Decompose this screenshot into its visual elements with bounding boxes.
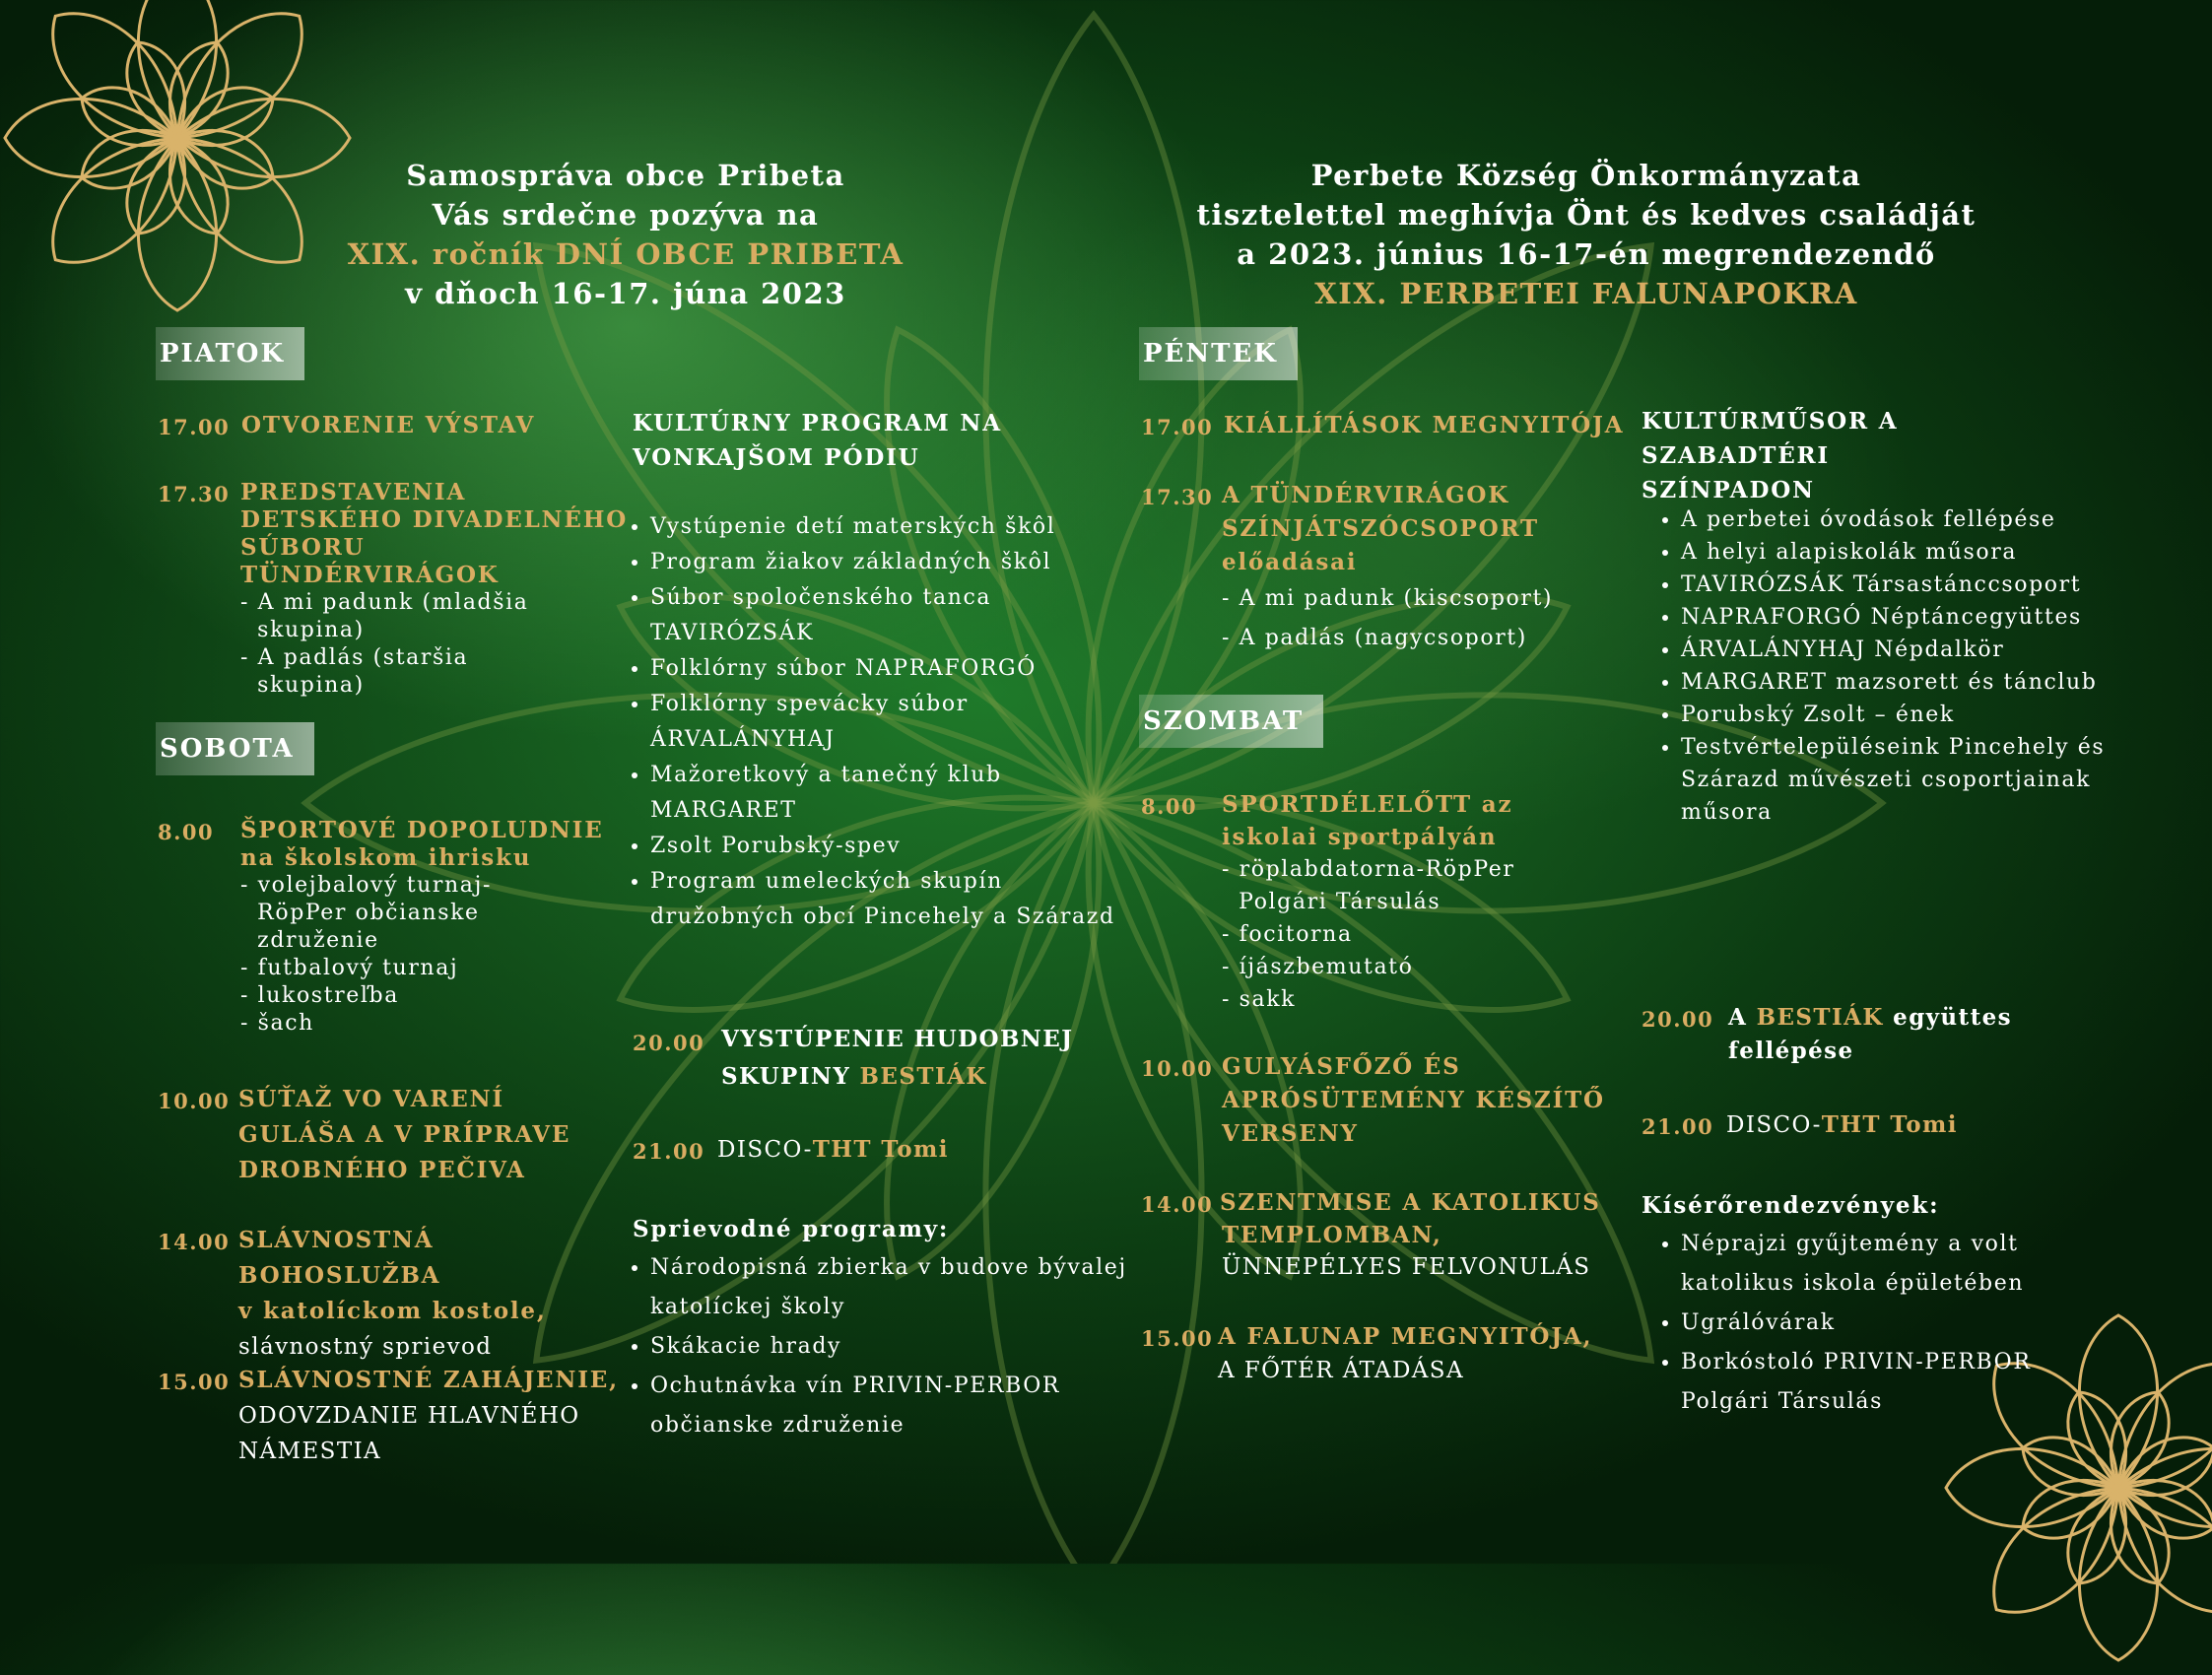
sk-header-invitation: Vás srdečne pozýva na <box>432 198 820 232</box>
event-title-line: VYSTÚPENIE HUDOBNEJ <box>721 1026 1074 1052</box>
sk-day-friday-label: PIATOK <box>156 327 304 380</box>
sk-event-1000 <box>158 1082 631 1188</box>
list-item: • Skákacie hrady <box>650 1327 1133 1367</box>
list-item: • TAVIRÓZSÁK Társastánccsoport <box>1681 569 2149 601</box>
hu-day-friday-label: PÉNTEK <box>1139 327 1298 380</box>
event-title: KIÁLLÍTÁSOK MEGNYITÓJA <box>1224 412 1625 438</box>
event-sub-item: RöpPer občianske <box>240 901 480 925</box>
event-title-line: PREDSTAVENIA <box>240 479 467 505</box>
list-item: • Ugrálóvárak <box>1681 1304 2105 1343</box>
event-time: 10.00 <box>1141 1056 1214 1081</box>
event-title-line: SPORTDÉLELŐTT az <box>1222 791 1513 818</box>
title-line: KULTÚRNY PROGRAM NA <box>633 410 1002 436</box>
list-item: • ÁRVALÁNYHAJ Népdalkör <box>1681 634 2149 666</box>
event-sub-item: skupina) <box>240 673 365 698</box>
event-sub-item: - futbalový turnaj <box>240 956 459 980</box>
list-item: • Borkóstoló PRIVIN-PERBOR Polgári Társulás <box>1681 1343 2105 1422</box>
hu-header <box>1143 156 2030 313</box>
event-time: 14.00 <box>1141 1192 1214 1217</box>
event-time: 15.00 <box>158 1370 231 1394</box>
event-time: 15.00 <box>1141 1326 1214 1351</box>
event-title-line: GULÁŠA A V PRÍPRAVE <box>238 1121 571 1148</box>
hu-event-2000 <box>1642 1001 2095 1068</box>
list-item: • Mažoretkový a tanečný klub MARGARET <box>650 758 1143 829</box>
event-title-line: DETSKÉHO DIVADELNÉHO <box>240 506 629 533</box>
event-detail: ÜNNEPÉLYES FELVONULÁS <box>1222 1254 1591 1280</box>
event-sub-item: - A mi padunk (kiscsoport) <box>1222 586 1554 611</box>
event-title-line: A TÜNDÉRVIRÁGOK <box>1222 482 1510 508</box>
event-time: 17.30 <box>158 482 231 506</box>
list-item: • Porubský Zsolt – ének <box>1681 699 2149 731</box>
list-item: • Testvértelepüléseink Pincehely és Szárazd művészeti csoportjainak műsora <box>1681 731 2149 829</box>
event-title-line: DROBNÉHO PEČIVA <box>238 1157 526 1183</box>
hu-side-programs-list <box>1642 1225 2105 1422</box>
sk-header-event-name: XIX. ročník DNÍ OBCE PRIBETA <box>347 237 905 271</box>
sk-header-organizer: Samospráva obce Pribeta <box>406 159 845 192</box>
sk-header-dates: v dňoch 16-17. júna 2023 <box>405 277 846 310</box>
event-title-part: SKUPINY <box>721 1063 860 1090</box>
sk-event-2100 <box>633 1136 1106 1164</box>
event-time: 20.00 <box>1642 1007 1714 1032</box>
sk-header <box>227 156 1025 313</box>
sk-side-programs-title: Sprievodné programy: <box>633 1216 950 1242</box>
event-time: 17.00 <box>1141 415 1214 439</box>
event-sub-item: - šach <box>240 1011 314 1036</box>
event-title-line: SZÍNJÁTSZÓCSOPORT <box>1222 515 1539 542</box>
list-item: • Zsolt Porubský-spev <box>650 829 1143 864</box>
event-title-part: A <box>1728 1004 1757 1031</box>
title-line: KULTÚRMŰSOR A SZABADTÉRI <box>1642 408 1899 469</box>
event-time: 10.00 <box>158 1089 231 1113</box>
hu-header-dates: a 2023. június 16-17-én megrendezendő <box>1237 237 1936 271</box>
event-sub-item: Polgári Társulás <box>1222 890 1441 914</box>
event-title: OTVORENIE VÝSTAV <box>241 412 536 438</box>
event-title-line: előadásai <box>1222 549 1358 575</box>
event-time: 8.00 <box>1141 794 1198 819</box>
list-item: • Súbor spoločenského tanca TAVIRÓZSÁK <box>650 580 1143 651</box>
list-item: • Program žiakov základných škôl <box>650 545 1143 580</box>
event-sub-item: - A padlás (staršia <box>240 645 469 670</box>
list-item: • Folklórny súbor NAPRAFORGÓ <box>650 651 1143 687</box>
hu-event-0800 <box>1141 788 1634 1016</box>
event-sub-item: - A mi padunk (mladšia <box>240 590 529 615</box>
sk-event-2000 <box>633 1021 1106 1096</box>
sk-event-1700 <box>158 412 611 439</box>
hu-event-1400 <box>1141 1186 1653 1284</box>
dj-name: THT Tomi <box>812 1136 949 1163</box>
event-title-line: VERSENY <box>1222 1120 1359 1147</box>
list-item: • Národopisná zbierka v budove bývalej katolíckej školy <box>650 1248 1133 1327</box>
event-title-line: TEMPLOMBAN, <box>1222 1222 1442 1248</box>
event-sub-item: - lukostreľba <box>240 983 399 1008</box>
event-title-line: fellépése <box>1728 1038 1854 1064</box>
event-title-line: iskolai sportpályán <box>1222 824 1498 850</box>
band-name: BESTIÁK <box>859 1063 987 1090</box>
hu-event-1730 <box>1141 479 1634 658</box>
event-time: 14.00 <box>158 1230 231 1254</box>
list-item: • Ochutnávka vín PRIVIN-PERBOR občianske združenie <box>650 1367 1133 1445</box>
dj-name: THT Tomi <box>1821 1111 1958 1138</box>
event-title-line: SZENTMISE A KATOLIKUS <box>1220 1189 1601 1216</box>
title-line: SZÍNPADON <box>1642 477 1815 503</box>
hu-event-1700 <box>1141 412 1653 439</box>
list-item: • A perbetei óvodások fellépése <box>1681 503 2149 536</box>
list-item: • Folklórny spevácky súbor ÁRVALÁNYHAJ <box>650 687 1143 758</box>
event-title-part: DISCO- <box>717 1137 813 1163</box>
sk-event-1730 <box>158 479 631 700</box>
event-time: 17.30 <box>1141 485 1214 509</box>
hu-day-saturday-label: SZOMBAT <box>1139 695 1323 748</box>
event-time: 21.00 <box>633 1139 705 1164</box>
sk-side-programs-list <box>609 1248 1133 1445</box>
event-detail: NÁMESTIA <box>238 1439 382 1464</box>
event-title-line: v katolíckom kostole, <box>238 1298 547 1324</box>
event-time: 20.00 <box>633 1031 705 1055</box>
event-sub-item: - íjászbemutató <box>1222 955 1414 979</box>
sk-day-saturday-label: SOBOTA <box>156 722 314 775</box>
hu-header-invitation: tisztelettel meghívja Önt és kedves családját <box>1196 198 1977 232</box>
list-item: • NAPRAFORGÓ Néptáncegyüttes <box>1681 601 2149 634</box>
hu-side-programs-title: Kísérőrendezvények: <box>1642 1192 1940 1219</box>
event-title-line: GULYÁSFŐZŐ ÉS <box>1222 1053 1461 1080</box>
event-title-line: SÚBORU TÜNDÉRVIRÁGOK <box>240 534 500 588</box>
event-title-line: SLÁVNOSTNÁ BOHOSLUŽBA <box>238 1227 441 1289</box>
event-sub-item: - röplabdatorna-RöpPer <box>1222 857 1515 882</box>
list-item: • MARGARET mazsorett és tánclub <box>1681 666 2149 699</box>
band-name: BESTIÁK <box>1756 1004 1884 1031</box>
event-sub-item: - volejbalový turnaj- <box>240 873 492 898</box>
list-item: • Néprajzi gyűjtemény a volt katolikus iskola épületében <box>1681 1225 2105 1304</box>
event-title-line: APRÓSÜTEMÉNY KÉSZÍTŐ <box>1222 1087 1605 1113</box>
event-sub-item: - sakk <box>1222 987 1297 1012</box>
event-sub-item: - focitorna <box>1222 922 1353 947</box>
event-title-line: SLÁVNOSTNÉ ZAHÁJENIE, <box>238 1367 619 1393</box>
event-sub-item: - A padlás (nagycsoport) <box>1222 626 1527 650</box>
event-time: 8.00 <box>158 820 215 844</box>
sk-event-1400 <box>158 1223 631 1365</box>
hu-event-1000 <box>1141 1050 1653 1151</box>
list-item: • Program umeleckých skupín družobných obcí Pincehely a Szárazd <box>650 864 1143 935</box>
event-detail: slávnostný sprievod <box>238 1334 493 1360</box>
event-time: 21.00 <box>1642 1114 1714 1139</box>
event-sub-item: združenie <box>240 928 379 953</box>
event-title-line: na školskom ihrisku <box>240 844 532 871</box>
sk-event-0800 <box>158 817 631 1038</box>
sk-program-title <box>633 406 1046 475</box>
event-sub-item: skupina) <box>240 618 365 642</box>
event-title-part: együttes <box>1883 1004 2012 1031</box>
hu-header-organizer: Perbete Község Önkormányzata <box>1310 159 1862 192</box>
hu-program-title <box>1642 404 2095 507</box>
sk-event-1500 <box>158 1363 631 1469</box>
title-line: VONKAJŠOM PÓDIU <box>633 444 920 471</box>
list-item: • A helyi alapiskolák műsora <box>1681 536 2149 569</box>
event-detail: ODOVZDANIE HLAVNÉHO <box>238 1403 580 1429</box>
event-title-part: DISCO- <box>1726 1112 1822 1138</box>
list-item: • Vystúpenie detí materských škôl <box>650 509 1143 545</box>
event-time: 17.00 <box>158 415 231 439</box>
hu-event-2100 <box>1642 1111 2095 1139</box>
hu-event-1500 <box>1141 1320 1653 1387</box>
hu-program-list <box>1642 503 2149 829</box>
event-title-line: ŠPORTOVÉ DOPOLUDNIE <box>240 817 604 843</box>
event-detail: A FŐTÉR ÁTADÁSA <box>1218 1358 1464 1383</box>
sk-program-list <box>609 509 1143 935</box>
event-title-line: SÚŤAŽ VO VARENÍ <box>238 1086 504 1112</box>
event-title-line: A FALUNAP MEGNYITÓJA, <box>1218 1323 1593 1350</box>
hu-header-event-name: XIX. PERBETEI FALUNAPOKRA <box>1314 277 1858 310</box>
